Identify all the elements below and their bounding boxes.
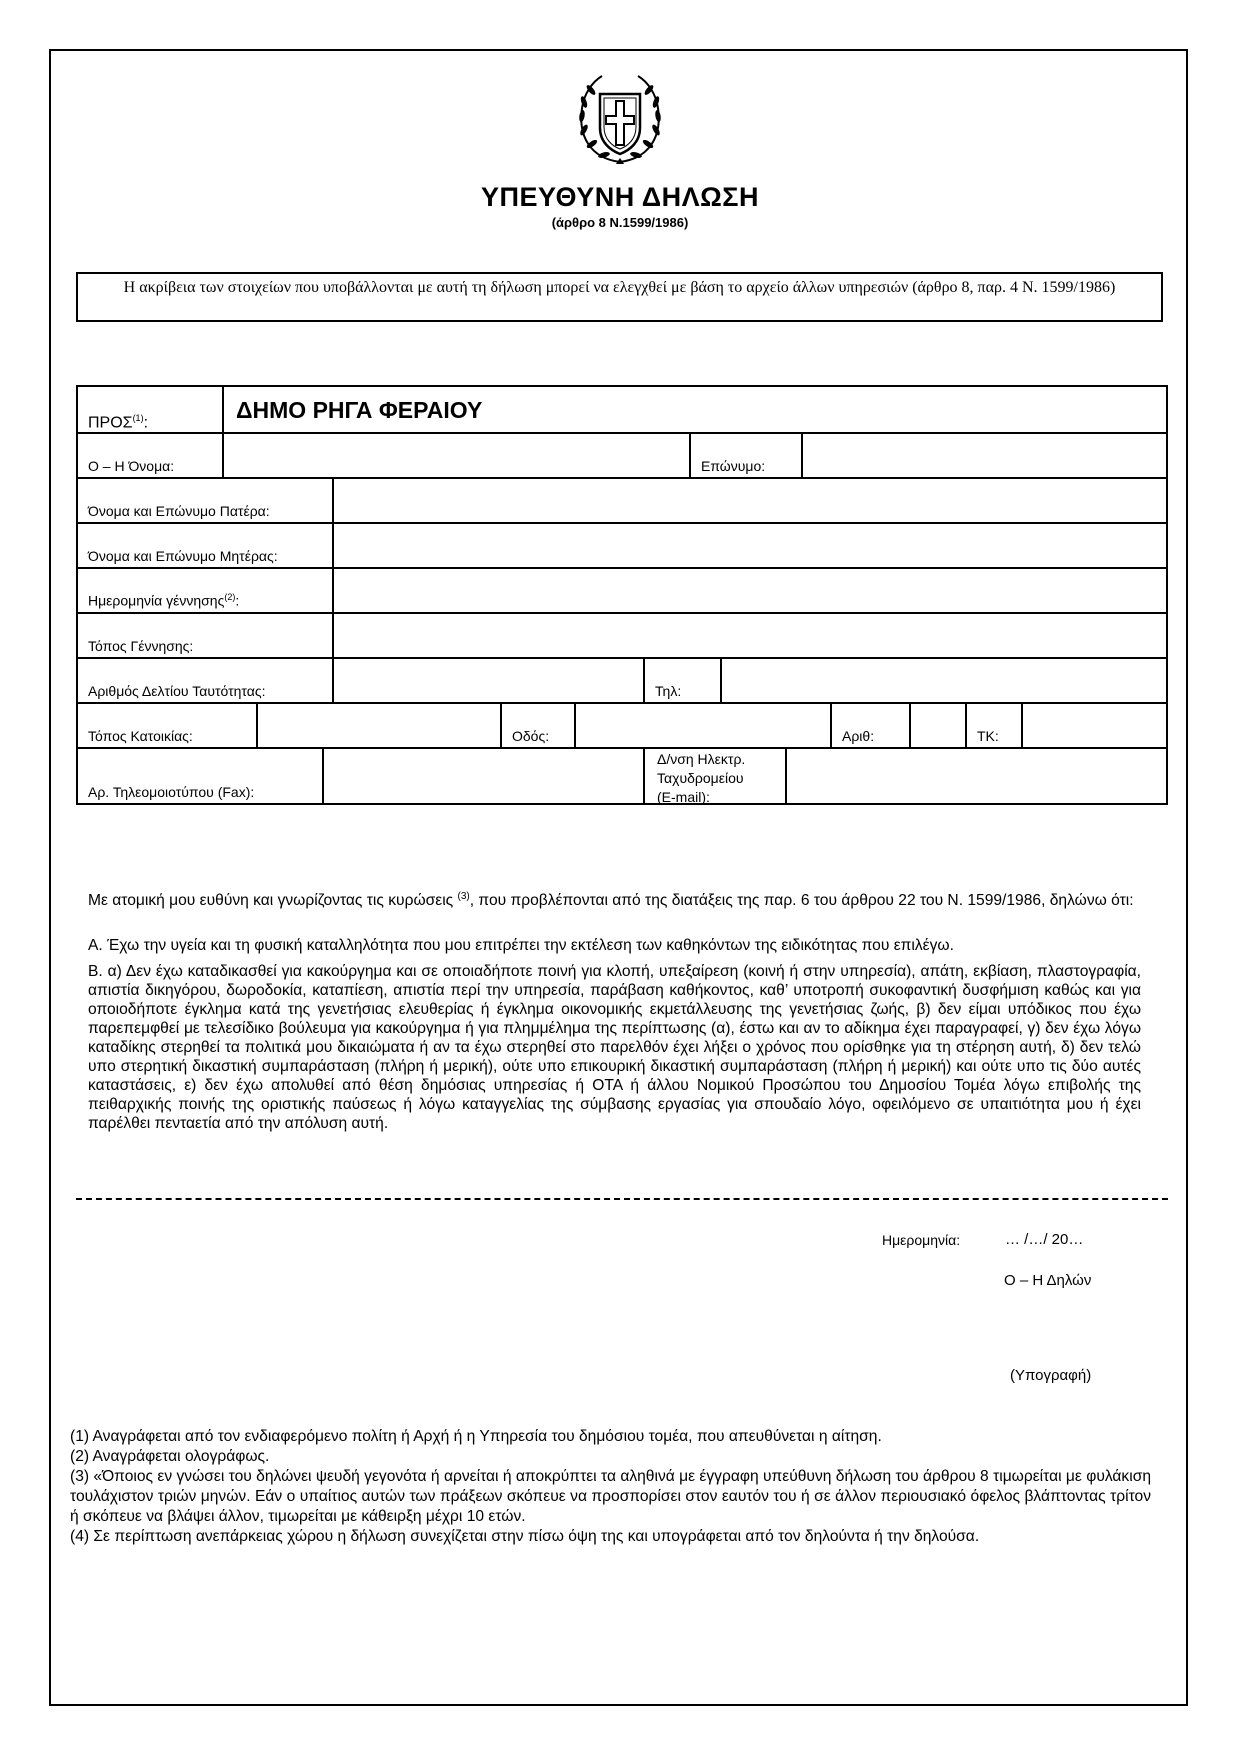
email-label: Δ/νση Ηλεκτρ. Ταχυδρομείου (E-mail): xyxy=(657,751,746,805)
birthdate-label: Ημερομηνία γέννησης$^{(2)}$: xyxy=(88,592,240,609)
father-row xyxy=(76,477,1168,522)
street-field[interactable] xyxy=(574,704,830,747)
first-name-field[interactable] xyxy=(222,434,689,477)
personal-details-form xyxy=(76,385,1168,815)
birthdate-row xyxy=(76,567,1168,612)
signature-label: (Υπογραφή) xyxy=(1010,1367,1092,1384)
birthdate-field[interactable] xyxy=(332,569,1166,612)
declaration-intro: Με ατομική μου ευθύνη και γνωρίζοντας τις κυρώσεις $^{(3)}$, που προβλέπονται από της διατάξεις της παρ. 6 του άρθρου 22 του Ν. 1599/1986, δηλώνω ότι: xyxy=(88,891,1134,910)
fax-label: Αρ. Τηλεομοιοτύπου (Fax): xyxy=(88,784,255,800)
footnote-2: (2) Αναγράφεται ολογράφως. xyxy=(70,1448,270,1465)
recipient-label: ΠΡΟΣ$^{(1)}$: xyxy=(88,412,149,431)
father-field[interactable] xyxy=(332,479,1166,522)
mother-field[interactable] xyxy=(332,524,1166,567)
surname-field[interactable] xyxy=(801,434,1166,477)
dashed-divider xyxy=(76,1198,1168,1200)
contact-row xyxy=(76,747,1168,805)
phone-field[interactable] xyxy=(720,659,1166,702)
mother-label: Όνομα και Επώνυμο Μητέρας: xyxy=(88,548,278,564)
footnote-4: (4) Σε περίπτωση ανεπάρκειας χώρου η δήλωση συνεχίζεται στην πίσω όψη της και υπογράφεται από τον δηλούντα ή την δηλούσα. xyxy=(70,1528,980,1545)
id-row xyxy=(76,657,1168,702)
postcode-label: ΤΚ: xyxy=(977,728,999,744)
birthplace-field[interactable] xyxy=(332,614,1166,657)
residence-field[interactable] xyxy=(256,704,500,747)
id-number-field[interactable] xyxy=(332,659,643,702)
residence-label: Τόπος Κατοικίας: xyxy=(88,728,193,744)
email-field[interactable] xyxy=(785,749,1166,803)
footnotes xyxy=(70,1427,1151,1547)
number-label: Αριθ: xyxy=(842,728,875,744)
first-name-label: Ο – Η Όνομα: xyxy=(88,458,175,474)
number-field[interactable] xyxy=(909,704,965,747)
name-row xyxy=(76,432,1168,477)
surname-label: Επώνυμο: xyxy=(701,458,766,474)
recipient-field[interactable] xyxy=(222,387,1166,432)
father-label: Όνομα και Επώνυμο Πατέρα: xyxy=(88,503,270,519)
phone-label: Τηλ: xyxy=(655,683,682,699)
footnote-3: (3) «Όποιος εν γνώσει του δηλώνει ψευδή γεγονότα ή αρνείται ή αποκρύπτει τα αληθινά με έγγραφη υπεύθυνη δήλωση του άρθρου 8 τιμωρείται με φυλάκιση τουλάχιστον τριών μηνών. Εάν ο υπαίτιος αυτών των πράξεων σκόπευε να προσπορίσει στον εαυτόν του ή σε άλλον περιουσιακό όφελος βλάπτοντας τρίτον ή σκόπευε να βλάψει άλλον, τιμωρείται με κάθειρξη μέχρι 10 ετών. xyxy=(70,1468,1151,1525)
date-field[interactable]: … /…/ 20… xyxy=(1005,1231,1084,1248)
accuracy-notice: Η ακρίβεια των στοιχείων που υποβάλλονται με αυτή τη δήλωση μπορεί να ελεγχθεί με βάση το αρχείο άλλων υπηρεσιών (άρθρο 8, παρ. 4 Ν. 1599/1986) xyxy=(76,272,1163,322)
declarant-label: Ο – Η Δηλών xyxy=(1004,1272,1092,1289)
footnote-1: (1) Αναγράφεται από τον ενδιαφερόμενο πολίτη ή Αρχή ή η Υπηρεσία του δημόσιου τομέα, που απευθύνεται η αίτηση. xyxy=(70,1428,882,1445)
recipient-value: ΔΗΜΟ ΡΗΓΑ ΦΕΡΑΙΟΥ xyxy=(236,397,483,423)
date-label: Ημερομηνία: xyxy=(882,1232,961,1248)
residence-row xyxy=(76,702,1168,747)
declaration-item-b: Β. α) Δεν έχω καταδικασθεί για κακούργημα και σε οποιαδήποτε ποινή για κλοπή, υπεξαίρεση (κοινή ή στην υπηρεσία), απάτη, εκβίαση, πλαστογραφία, απιστία δικηγόρου, δωροδοκία, καταπίεση, απιστία περί την υπηρεσία, παράβαση καθήκοντος, καθ’ υποτροπή συκοφαντική δυσφήμιση καθώς και για οποιοδήποτε έγκλημα κατά της γενετήσιας ελευθερίας ή έγκλημα οικονομικής εκμετάλλευσης της γενετήσιας ζωής, β) δεν είμαι υπόδικος που έχω παρεπεμφθεί με τελεσίδικο βούλευμα για κακούργημα ή για πλημμέλημα της περίπτωσης (α), έστω και αν το αδίκημα έχει παραγραφεί, γ) δεν έχω λόγω καταδίκης στερηθεί τα πολιτικά μου δικαιώματα ή αν τα έχω στερηθεί στο παρελθόν έχει λήξει ο χρόνος που ορίσθηκε για τη στέρηση αυτή, δ) δεν τελώ υπο στερητική δικαστική συμπαράσταση (πλήρη ή μερική), ούτε υπο επικουρική δικαστική συμπαράσταση (πλήρη ή μερική) και ούτε υπο τις δύο αυτές καταστάσεις, ε) δεν έχω απολυθεί από θέση δημόσιας υπηρεσίας ή ΟΤΑ ή άλλου Νομικού Προσώπου του Δημοσίου Τομέα λόγω επιβολής της πειθαρχικής ποινής της οριστικής παύσεως ή λόγω καταγγελίας της σύμβασης εργασίας για σπουδαίο λόγο, οφειλόμενο σε υπαιτιότητα μου ή έχει παρέλθει πενταετία από την απόλυση αυτή. xyxy=(88,963,1141,1132)
document-title: ΥΠΕΥΘΥΝΗ ΔΗΛΩΣΗ xyxy=(480,182,759,212)
street-label: Οδός: xyxy=(512,728,550,744)
id-number-label: Αριθμός Δελτίου Ταυτότητας: xyxy=(88,683,266,699)
fax-field[interactable] xyxy=(322,749,643,803)
greek-coat-of-arms-icon xyxy=(570,70,670,170)
postcode-field[interactable] xyxy=(1021,704,1166,747)
recipient-row xyxy=(76,385,1168,432)
mother-row xyxy=(76,522,1168,567)
birthplace-label: Τόπος Γέννησης: xyxy=(88,638,194,654)
document-subtitle: (άρθρο 8 Ν.1599/1986) xyxy=(551,215,689,230)
birthplace-row xyxy=(76,612,1168,657)
declaration-item-a: Α. Έχω την υγεία και τη φυσική καταλληλότητα που μου επιτρέπει την εκτέλεση των καθηκόντων της ειδικότητας που επιλέγω. xyxy=(88,937,954,954)
